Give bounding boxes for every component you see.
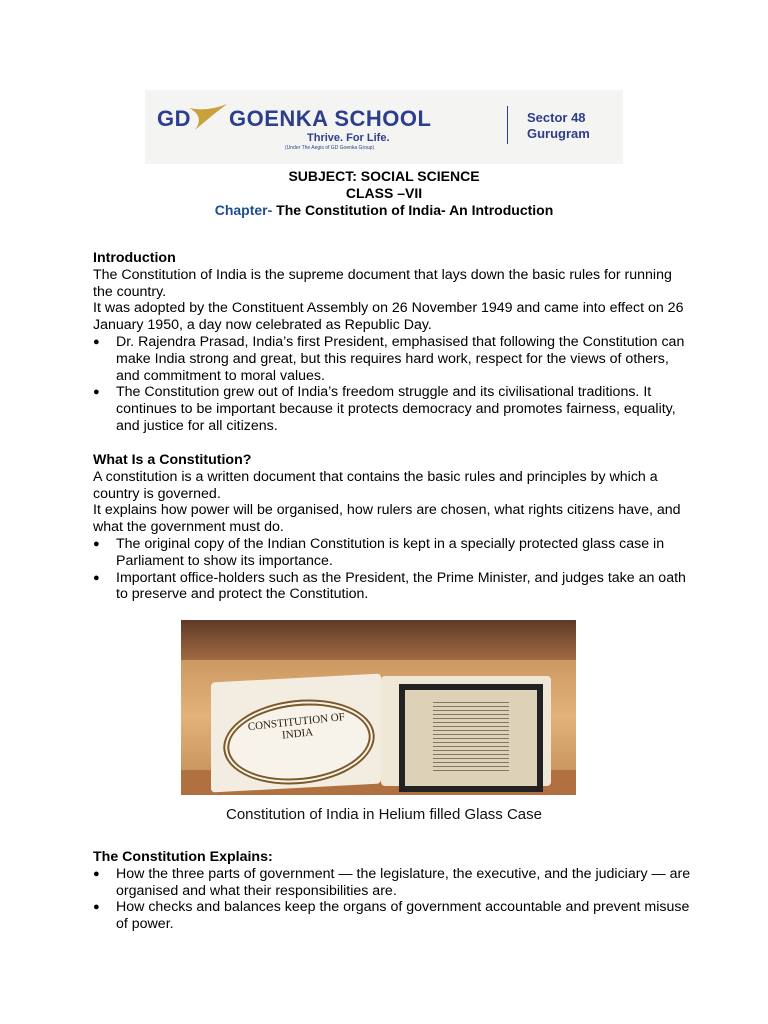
logo-aegis: (Under The Aegis of GD Goenka Group) xyxy=(285,145,375,151)
logo-tagline: Thrive. For Life. xyxy=(307,132,390,144)
preamble-frame xyxy=(399,684,543,792)
what-is-paragraph-2: It explains how power will be organised, how rulers are chosen, what rights citizens have, and what the government must do. xyxy=(93,502,681,536)
intro-paragraph-1: The Constitution of India is the supreme document that lays down the basic rules for running the country. xyxy=(93,266,672,300)
chapter-prefix: Chapter- xyxy=(214,202,273,218)
list-item: ● The Constitution grew out of India’s freedom struggle and its civilisational traditions. It continues to be important because it protects democracy and promotes fairness, equality, and justice for all citizens. xyxy=(93,384,693,434)
book-title: CONSTITUTION OF INDIA xyxy=(247,710,346,742)
what-is-heading: What Is a Constitution? xyxy=(93,452,252,468)
logo-location xyxy=(527,110,590,142)
swoosh-icon xyxy=(187,102,229,132)
chapter-title: The Constitution of India- An Introduction xyxy=(272,202,554,218)
logo-school-name: GOENKA SCHOOL xyxy=(229,106,432,131)
what-is-bullet-list xyxy=(93,536,693,603)
explains-heading: The Constitution Explains: xyxy=(93,849,273,865)
school-logo xyxy=(145,90,623,164)
what-is-section xyxy=(93,452,693,603)
logo-sector: Sector 48 xyxy=(527,110,586,125)
list-item: ● How the three parts of government — the legislature, the executive, and the judiciary — are organised and what their responsibilities are. xyxy=(93,866,693,900)
logo-city: Gurugram xyxy=(527,126,590,141)
list-item: ● The original copy of the Indian Constitution is kept in a specially protected glass case in Parliament to show its importance. xyxy=(93,536,693,570)
list-item: ● Important office-holders such as the President, the Prime Minister, and judges take an oath to preserve and protect the Constitution. xyxy=(93,570,693,604)
chapter-line xyxy=(0,202,768,219)
intro-paragraph-2: It was adopted by the Constituent Assembly on 26 November 1949 and came into effect on 26 January 1950, a day now celebrated as Republic Day. xyxy=(93,300,684,334)
introduction-heading: Introduction xyxy=(93,250,176,266)
glass-case xyxy=(181,620,576,660)
logo-divider xyxy=(507,106,508,144)
class-line: CLASS –VII xyxy=(345,185,423,201)
introduction-section xyxy=(93,250,693,435)
preamble-text-block xyxy=(433,702,509,774)
explains-section xyxy=(93,849,693,933)
subject-line: SUBJECT: SOCIAL SCIENCE xyxy=(288,168,480,184)
intro-bullet-list xyxy=(93,334,693,435)
logo-mark: GD xyxy=(157,106,191,131)
list-item: ● Dr. Rajendra Prasad, India’s first President, emphasised that following the Constitution can make India strong and great, but this requires hard work, respect for the views of others, and commitment to moral values. xyxy=(93,334,693,384)
explains-bullet-list xyxy=(93,866,693,933)
constitution-photo xyxy=(181,620,576,795)
list-item: ● How checks and balances keep the organs of government accountable and prevent misuse of power. xyxy=(93,899,693,933)
what-is-paragraph-1: A constitution is a written document that contains the basic rules and principles by which a country is governed. xyxy=(93,468,658,502)
photo-caption: Constitution of India in Helium filled Glass Case xyxy=(226,806,542,823)
